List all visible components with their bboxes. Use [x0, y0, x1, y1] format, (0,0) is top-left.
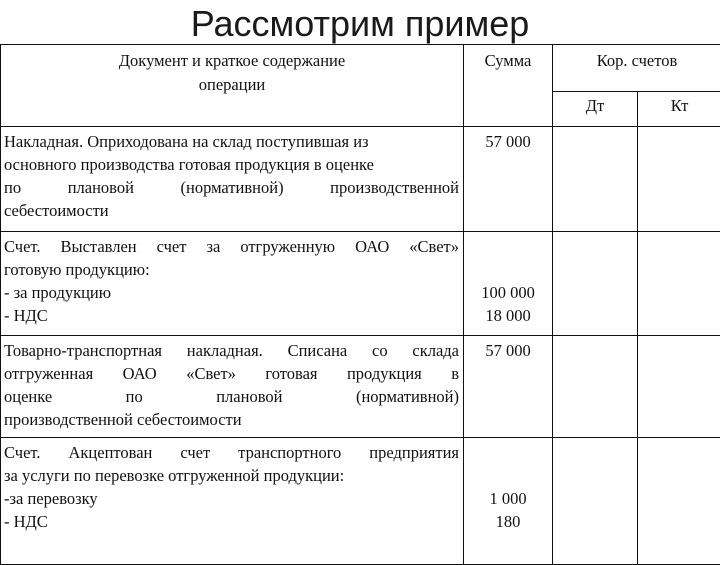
amount-line: 18 000 [464, 304, 552, 327]
row-description [1, 336, 464, 438]
table-row [1, 336, 720, 438]
table-row [1, 127, 720, 232]
row-line: - НДС [4, 304, 459, 327]
row-line: - за продукцию [4, 281, 459, 304]
header-document-line1: Документ и краткое содержание [1, 49, 463, 73]
row-line: оценке по плановой (нормативной) [4, 385, 459, 408]
amount-line: 1 000 [464, 487, 552, 510]
row-line: себестоимости [4, 199, 459, 222]
row-description [1, 232, 464, 336]
row-line: готовую продукцию: [4, 258, 459, 281]
amount-line: 57 000 [464, 339, 552, 362]
slide-title: Рассмотрим пример [0, 2, 720, 46]
row-line: Товарно-транспортная накладная. Списана со склада [4, 339, 459, 362]
row-line: за услуги по перевозке отгруженной продукции: [4, 464, 459, 487]
row-debit [553, 127, 638, 232]
row-line: -за перевозку [4, 487, 459, 510]
row-amount [464, 336, 553, 438]
row-credit [638, 336, 720, 438]
header-document [1, 45, 464, 127]
header-accounts: Кор. счетов [553, 45, 720, 92]
amount-line [464, 464, 552, 487]
row-line: производственной себестоимости [4, 408, 459, 431]
row-debit [553, 232, 638, 336]
row-credit [638, 438, 720, 565]
row-amount [464, 127, 553, 232]
amount-line: 100 000 [464, 281, 552, 304]
amount-line: 57 000 [464, 130, 552, 153]
row-debit [553, 336, 638, 438]
amount-line [464, 258, 552, 281]
row-credit [638, 232, 720, 336]
table-row [1, 232, 720, 336]
table-row [1, 438, 720, 565]
row-line: отгруженная ОАО «Свет» готовая продукция в [4, 362, 459, 385]
header-credit: Кт [638, 92, 720, 127]
amount-line [464, 235, 552, 258]
row-line: Накладная. Оприходована на склад поступившая из [4, 130, 459, 153]
row-line: основного производства готовая продукция в оценке [4, 153, 459, 176]
posting-table [0, 44, 720, 565]
header-document-line2: операции [1, 73, 463, 97]
row-line: - НДС [4, 510, 459, 533]
row-description [1, 127, 464, 232]
row-credit [638, 127, 720, 232]
row-amount [464, 438, 553, 565]
row-amount [464, 232, 553, 336]
row-debit [553, 438, 638, 565]
amount-line: 180 [464, 510, 552, 533]
header-debit: Дт [553, 92, 638, 127]
header-sum: Сумма [464, 45, 553, 127]
row-line: по плановой (нормативной) производственной [4, 176, 459, 199]
amount-line [464, 441, 552, 464]
row-description [1, 438, 464, 565]
row-line: Счет. Акцептован счет транспортного предприятия [4, 441, 459, 464]
row-line: Счет. Выставлен счет за отгруженную ОАО «Свет» [4, 235, 459, 258]
